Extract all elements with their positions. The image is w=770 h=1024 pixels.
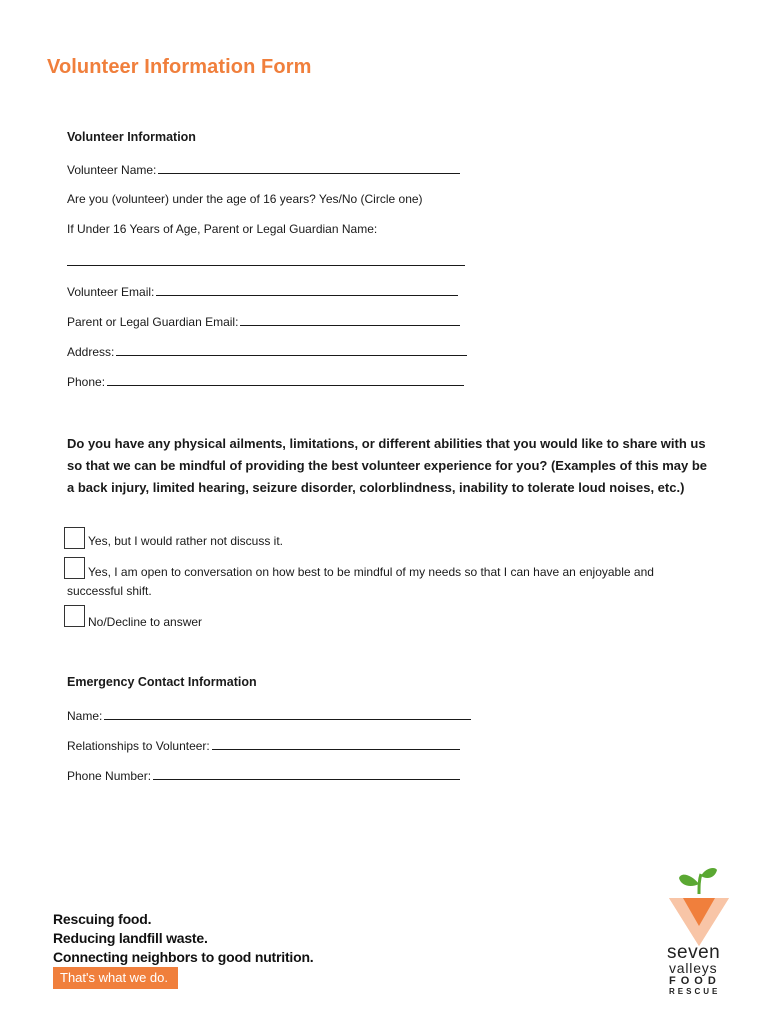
seven-valleys-logo	[665, 864, 733, 999]
guardian-email-field[interactable]	[67, 314, 460, 329]
guardian-name-label: If Under 16 Years of Age, Parent or Legal Guardian Name:	[67, 222, 378, 236]
relationship-field[interactable]	[67, 738, 460, 753]
phone-label: Phone:	[67, 375, 106, 389]
address-field[interactable]	[67, 344, 467, 359]
volunteer-name-field[interactable]	[67, 162, 460, 177]
option-1-label: Yes, but I would rather not discuss it.	[88, 534, 283, 548]
volunteer-email-field[interactable]	[67, 284, 458, 299]
volunteer-email-label: Volunteer Email:	[67, 285, 155, 299]
emergency-phone-label: Phone Number:	[67, 769, 152, 783]
option-3-label: No/Decline to answer	[88, 615, 203, 629]
logo-word-rescue: RESCUE	[669, 987, 721, 996]
abilities-question: Do you have any physical ailments, limitations, or different abilities that you would like to share with us so that we can be mindful of providing the best volunteer experience for you? (Examples of this may be a back injury, limited hearing, seizure disorder, colorblindness, inability to tolerate loud noises, etc.)	[67, 436, 708, 495]
relationship-label: Relationships to Volunteer:	[67, 739, 210, 753]
guardian-email-label: Parent or Legal Guardian Email:	[67, 315, 239, 329]
logo-word-food: FOOD	[669, 975, 721, 987]
slogan-badge: That's what we do.	[53, 967, 178, 989]
volunteer-info-heading: Volunteer Information	[67, 130, 196, 144]
form-title: Volunteer Information Form	[47, 56, 312, 78]
emergency-name-label: Name:	[67, 709, 103, 723]
address-label: Address:	[67, 345, 115, 359]
volunteer-name-label: Volunteer Name:	[67, 163, 157, 177]
volunteer-email-line[interactable]	[156, 284, 458, 296]
tagline-line-1: Rescuing food.	[53, 911, 152, 927]
emergency-name-field[interactable]	[67, 708, 471, 723]
emergency-contact-heading: Emergency Contact Information	[67, 675, 257, 689]
phone-line[interactable]	[107, 374, 464, 386]
phone-field[interactable]	[67, 374, 464, 389]
emergency-phone-field[interactable]	[67, 768, 460, 783]
address-line[interactable]	[116, 344, 467, 356]
guardian-email-line[interactable]	[240, 314, 460, 326]
volunteer-name-line[interactable]	[158, 162, 460, 174]
guardian-name-line[interactable]	[67, 265, 465, 266]
option-2-label: Yes, I am open to conversation on how best to be mindful of my needs so that I can have an enjoyable and successful shift.	[67, 565, 654, 598]
emergency-phone-line[interactable]	[153, 768, 460, 780]
emergency-name-line[interactable]	[104, 708, 471, 720]
logo-word-valleys: valleys	[669, 960, 718, 976]
logo-word-seven: seven	[667, 942, 721, 963]
tagline-line-3: Connecting neighbors to good nutrition.	[53, 949, 314, 965]
tagline-line-2: Reducing landfill waste.	[53, 930, 208, 946]
relationship-line[interactable]	[212, 738, 460, 750]
age-question: Are you (volunteer) under the age of 16 years? Yes/No (Circle one)	[67, 192, 423, 206]
